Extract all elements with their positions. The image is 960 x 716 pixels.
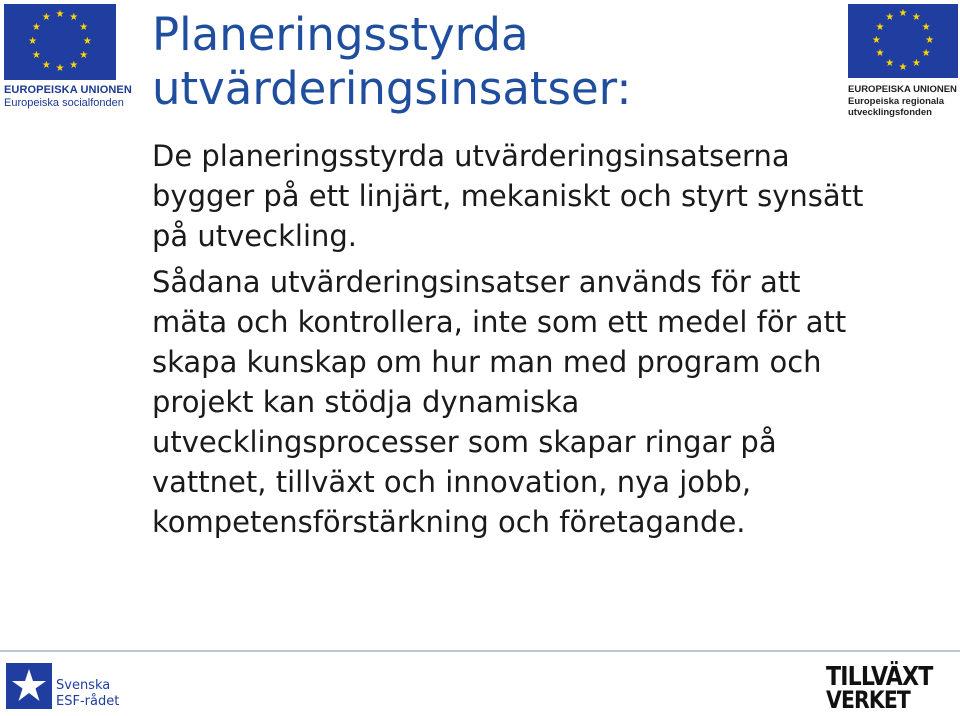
eu-star-icon: ★ xyxy=(69,12,79,24)
eu-flag-icon xyxy=(4,4,116,80)
eu-star-icon: ★ xyxy=(41,59,51,71)
esf-star-icon xyxy=(6,663,52,709)
eu-star-icon: ★ xyxy=(31,49,41,61)
eu-star-icon: ★ xyxy=(921,21,931,33)
eu-star-icon: ★ xyxy=(925,35,935,46)
esf-radet-line2: ESF-rådet xyxy=(56,694,120,709)
eu-star-icon: ★ xyxy=(875,21,885,33)
eu-star-icon: ★ xyxy=(79,49,89,61)
eu-star-icon: ★ xyxy=(898,8,908,20)
eu-social-fund-logo xyxy=(4,4,132,109)
eu-regional-fund-line3: utvecklingsfonden xyxy=(848,107,932,118)
eu-star-icon: ★ xyxy=(41,12,51,24)
eu-star-icon: ★ xyxy=(55,63,65,75)
tillvaxtverket-line1: TILLVÄXT xyxy=(826,662,933,692)
eu-star-icon: ★ xyxy=(885,11,895,23)
eu-star-icon: ★ xyxy=(898,61,908,73)
eu-star-icon: ★ xyxy=(79,22,89,34)
eu-star-icon: ★ xyxy=(911,58,921,70)
footer-divider xyxy=(0,650,960,652)
eu-star-icon: ★ xyxy=(55,8,65,20)
eu-star-icon: ★ xyxy=(31,22,41,34)
eu-regional-fund-line1: EUROPEISKA UNIONEN xyxy=(848,84,957,95)
eu-flag-icon xyxy=(848,4,958,78)
eu-star-icon: ★ xyxy=(911,11,921,23)
esf-radet-line1: Svenska xyxy=(56,678,111,693)
eu-star-icon: ★ xyxy=(82,36,92,47)
eu-social-fund-line1: EUROPEISKA UNIONEN xyxy=(4,84,132,96)
eu-star-icon: ★ xyxy=(875,48,885,60)
eu-regional-fund-line2: Europeiska regionala xyxy=(848,96,945,107)
eu-star-icon: ★ xyxy=(28,36,38,47)
slide-title: Planeringsstyrda utvärderingsinsatser: xyxy=(152,8,632,115)
tillvaxtverket-logo xyxy=(822,660,958,714)
esf-radet-logo xyxy=(6,661,118,713)
tillvaxtverket-line2: VERKET xyxy=(826,686,910,714)
body-paragraph-1: De planeringsstyrda utvärderingsinsatserna bygger på ett linjärt, mekaniskt och styrt synsätt på utveckling. xyxy=(152,139,864,253)
eu-regional-fund-logo xyxy=(848,4,960,116)
eu-star-icon: ★ xyxy=(871,35,881,46)
eu-star-icon: ★ xyxy=(69,59,79,71)
eu-star-icon: ★ xyxy=(921,48,931,60)
body-paragraph-2: Sådana utvärderingsinsatser används för att mäta och kontrollera, inte som ett medel för att skapa kunskap om hur man med program och projekt kan stödja dynamiska utvecklingsprocesser som skapar ringar på vattnet, tillväxt och innovation, nya jobb, kompetensförstärkning och företagande. xyxy=(152,265,847,539)
eu-star-icon: ★ xyxy=(885,58,895,70)
eu-social-fund-line2: Europeiska socialfonden xyxy=(4,97,124,109)
